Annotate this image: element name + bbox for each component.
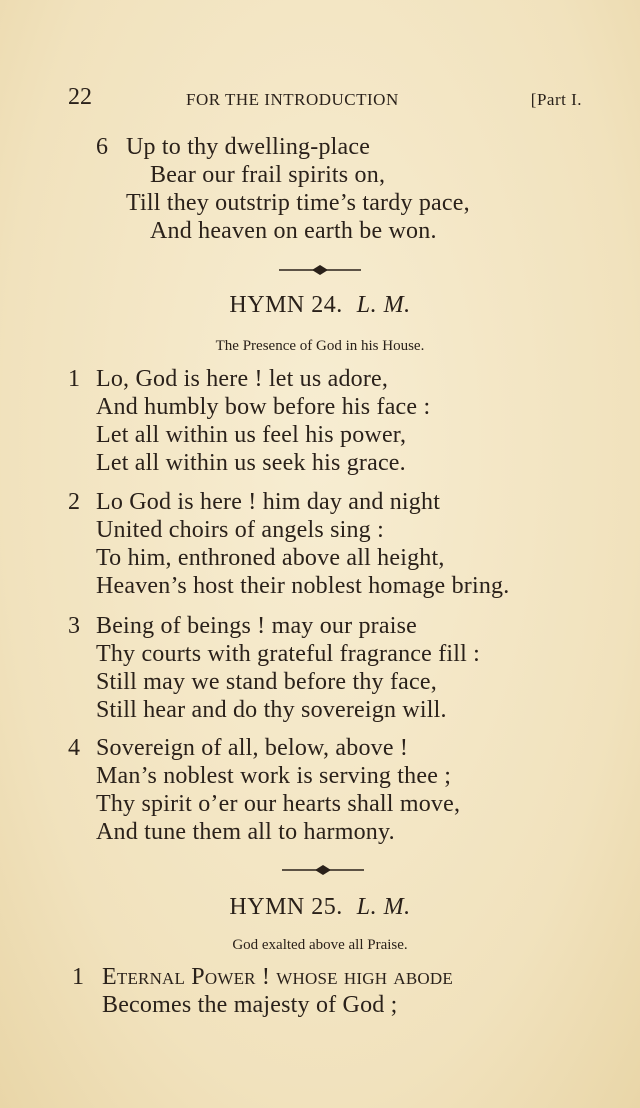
stanza-number: 1: [72, 964, 85, 990]
verse-line: Still may we stand before thy face,: [96, 669, 437, 695]
hymn-25-title: [0, 894, 640, 921]
section-ornament: [282, 864, 364, 876]
stanza-number: 2: [68, 489, 81, 515]
verse-line: Sovereign of all, below, above !: [96, 735, 409, 761]
verse-line: Becomes the majesty of God ;: [102, 992, 398, 1018]
verse-line: Eternal Power ! whose high abode: [102, 964, 453, 990]
verse-line: Let all within us seek his grace.: [96, 450, 406, 476]
verse-line: Thy courts with grateful fragrance fill :: [96, 641, 481, 667]
hymn-25-subtitle: God exalted above all Praise.: [232, 937, 408, 953]
verse-line: Lo God is here ! him day and night: [96, 489, 441, 515]
running-head: [68, 84, 582, 114]
verse-line: And heaven on earth be won.: [150, 218, 437, 244]
verse-line: Thy spirit o’er our hearts shall move,: [96, 791, 461, 817]
hymn-meter: L. M.: [356, 894, 411, 920]
stanza-number: 6: [96, 134, 109, 160]
page-number: 22: [68, 84, 92, 110]
verse-line: Up to thy dwelling-place: [126, 134, 371, 160]
verse-line: Till they outstrip time’s tardy pace,: [126, 190, 470, 216]
hymn-24-subtitle: The Presence of God in his House.: [215, 338, 425, 354]
verse-line: United choirs of angels sing :: [96, 517, 384, 543]
hymn-number: HYMN 25.: [229, 894, 343, 920]
verse-line: Still hear and do thy sovereign will.: [96, 697, 447, 723]
verse-line: Heaven’s host their noblest homage bring.: [96, 573, 510, 599]
verse-line: Man’s noblest work is serving thee ;: [96, 763, 452, 789]
stanza-number: 1: [68, 366, 81, 392]
stanza-number: 4: [68, 735, 81, 761]
verse-line: Let all within us feel his power,: [96, 422, 407, 448]
verse-line: And tune them all to harmony.: [96, 819, 395, 845]
running-title: FOR THE INTRODUCTION: [186, 90, 399, 109]
hymn-24-title: [0, 292, 640, 319]
hymn-number: HYMN 24.: [229, 292, 343, 318]
part-label: [Part I.: [530, 90, 582, 109]
verse-line: And humbly bow before his face :: [96, 394, 431, 420]
verse-line: Lo, God is here ! let us adore,: [96, 366, 389, 392]
hymn-meter: L. M.: [356, 292, 411, 318]
stanza-number: 3: [68, 613, 81, 639]
verse-line: To him, enthroned above all height,: [96, 545, 445, 571]
verse-line: Bear our frail spirits on,: [150, 162, 386, 188]
section-ornament: [279, 264, 361, 276]
verse-line: Being of beings ! may our praise: [96, 613, 417, 639]
